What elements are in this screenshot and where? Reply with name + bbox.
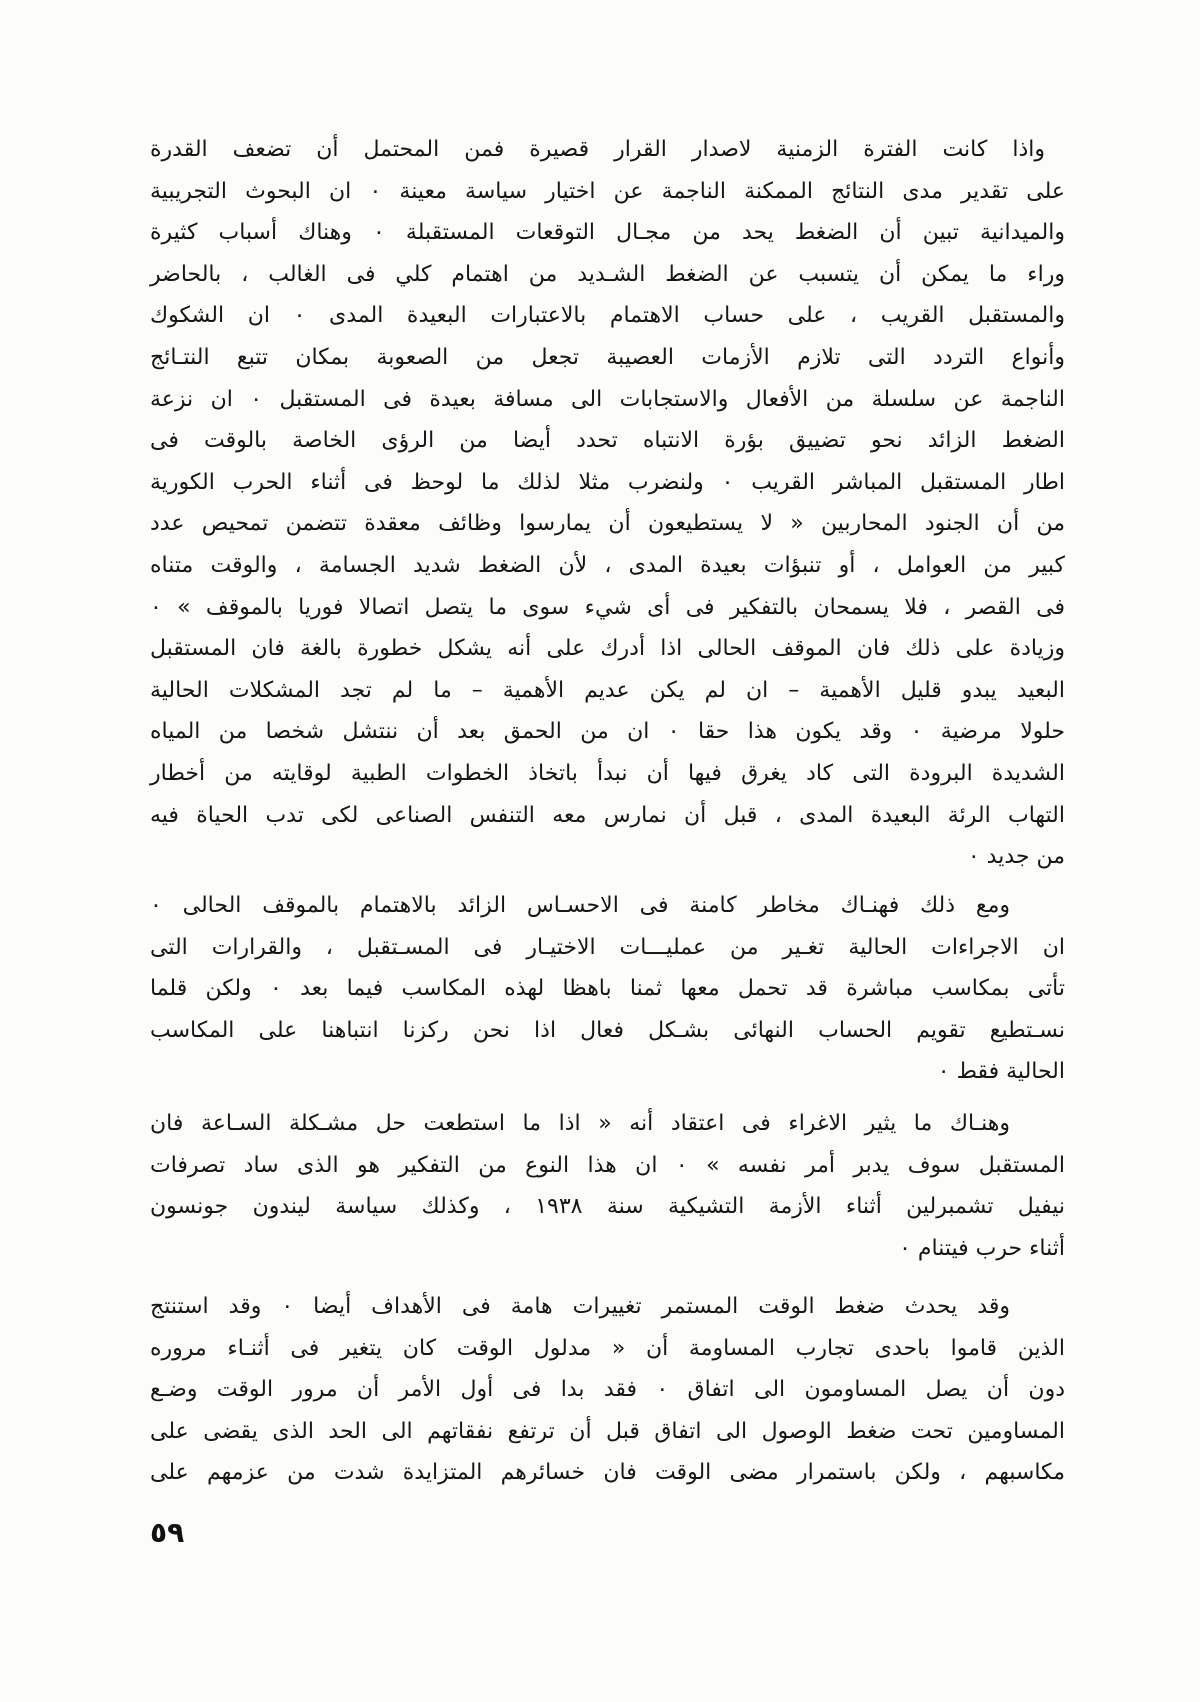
text-line: من أن الجنود المحاربين « لا يستطيعون أن يمارسوا وظائف معقدة تتضمن تمحيص عدد — [150, 511, 1065, 537]
text-line: أثناء حرب فيتنام ٠ — [899, 1235, 1065, 1261]
text-line: وهنـاك ما يثير الاغراء فى اعتقاد أنه « اذا ما استطعت حل مشـكلة السـاعة فان — [150, 1111, 1010, 1136]
text-line: الحالية فقط ٠ — [937, 1059, 1065, 1085]
text-line: وزيادة على ذلك فان الموقف الحالى اذا أدرك على أنه يشكل خطورة بالغة فان المستقبل — [150, 636, 1065, 662]
text-line: الذين قاموا باحدى تجارب المساومة أن « مدلول الوقت كان يتغير فى أثنـاء مروره — [150, 1335, 1065, 1361]
text-line: دون أن يصل المساومون الى اتفاق ٠ فقد بدا فى أول الأمر أن مرور الوقت وضـع — [150, 1377, 1065, 1403]
page-number: ٥٩ — [150, 1516, 185, 1549]
text-line: وراء ما يمكن أن يتسبب عن الضغط الشـديد من اهتمام كلي فى الغالب ، بالحاضر — [150, 261, 1065, 287]
text-line: الناجمة عن سلسلة من الأفعال والاستجابات الى مسافة بعيدة فى المستقبل ٠ ان نزعة — [150, 386, 1065, 412]
text-line: على تقدير مدى النتائج الممكنة الناجمة عن اختيار سياسة معينة ٠ ان البحوث التجريبية — [150, 178, 1065, 204]
text-line: الشديدة البرودة التى كاد يغرق فيها أن نبدأ باتخاذ الخطوات الطبية لوقايته من أخطار — [150, 760, 1065, 786]
text-line: واذا كانت الفترة الزمنية لاصدار القرار قصيرة فمن المحتمل أن تضعف القدرة — [150, 137, 1045, 162]
text-line: والمستقبل القريب ، على حساب الاهتمام بالاعتبارات البعيدة المدى ٠ ان الشكوك — [150, 303, 1065, 329]
text-line: من جديد ٠ — [967, 844, 1065, 870]
text-line: اطار المستقبل المباشر القريب ٠ ولنضرب مثلا لذلك ما لوحظ فى أثناء الحرب الكورية — [150, 469, 1066, 495]
text-line: نسـتطيع تقويم الحساب النهائى بشـكل فعال اذا نحن ركزنا انتباهنا على المكاسب — [150, 1017, 1065, 1043]
paragraph — [150, 885, 1065, 1093]
paragraph — [150, 129, 1065, 878]
text-line: المساومين تحت ضغط الوصول الى اتفاق قبل أن ترتفع نفقاتهم الى الحد الذى يقضى على — [150, 1418, 1065, 1444]
text-line: البعيد يبدو قليل الأهمية – ان لم يكن عديم الأهمية – ما لم تجد المشكلات الحالية — [150, 677, 1065, 703]
text-line: نيفيل تشمبرلين أثناء الأزمة التشيكية سنة ١٩٣٨ ، وكذلك سياسة ليندون جونسون — [150, 1194, 1065, 1220]
paragraph — [150, 1103, 1065, 1269]
text-line: وأنواع التردد التى تلازم الأزمات العصيبة تجعل من الصعوبة بمكان تتبع النتـائج — [150, 344, 1065, 370]
text-line: فى القصر ، فلا يسمحان بالتفكير فى أى شيء سوى ما يتصل اتصالا فوريا بالموقف » ٠ — [150, 594, 1065, 620]
text-line: كبير من العوامل ، أو تنبؤات بعيدة المدى ، لأن الضغط شديد الجسامة ، والوقت متناه — [150, 552, 1065, 578]
text-line: حلولا مرضية ٠ وقد يكون هذا حقا ٠ ان من الحمق بعد أن ننتشل شخصا من المياه — [150, 719, 1065, 745]
paragraph — [150, 1286, 1065, 1494]
text-line: تأتى بمكاسب مباشرة قد تحمل معها ثمنا باهظا لهذه المكاسب فيما بعد ٠ ولكن قلما — [150, 976, 1066, 1002]
text-line: المستقبل سوف يدبر أمر نفسه » ٠ ان هذا النوع من التفكير هو الذى ساد تصرفات — [150, 1152, 1065, 1178]
text-line: والميدانية تبين أن الضغط يحد من مجـال التوقعات المستقبلة ٠ وهناك أسباب كثيرة — [150, 220, 1065, 246]
text-line: التهاب الرئة البعيدة المدى ، قبل أن نمارس معه التنفس الصناعى لكى تدب الحياة فيه — [150, 802, 1065, 828]
text-line: مكاسبهم ، ولكن باستمرار مضى الوقت فان خسائرهم المتزايدة شدت من عزمهم على — [150, 1460, 1065, 1486]
text-line: ان الاجراءات الحالية تغـير من عمليـــات الاختيـار فى المسـتقبل ، والقرارات التى — [150, 934, 1065, 960]
text-line: الضغط الزائد نحو تضييق بؤرة الانتباه تحدد أيضا من الرؤى الخاصة بالوقت فى — [150, 428, 1065, 454]
text-line: ومع ذلك فهنـاك مخاطر كامنة فى الاحسـاس الزائد بالاهتمام بالموقف الحالى ٠ — [150, 893, 1010, 918]
text-line: وقد يحدث ضغط الوقت المستمر تغييرات هامة فى الأهداف أيضا ٠ وقد استنتج — [150, 1294, 1010, 1319]
